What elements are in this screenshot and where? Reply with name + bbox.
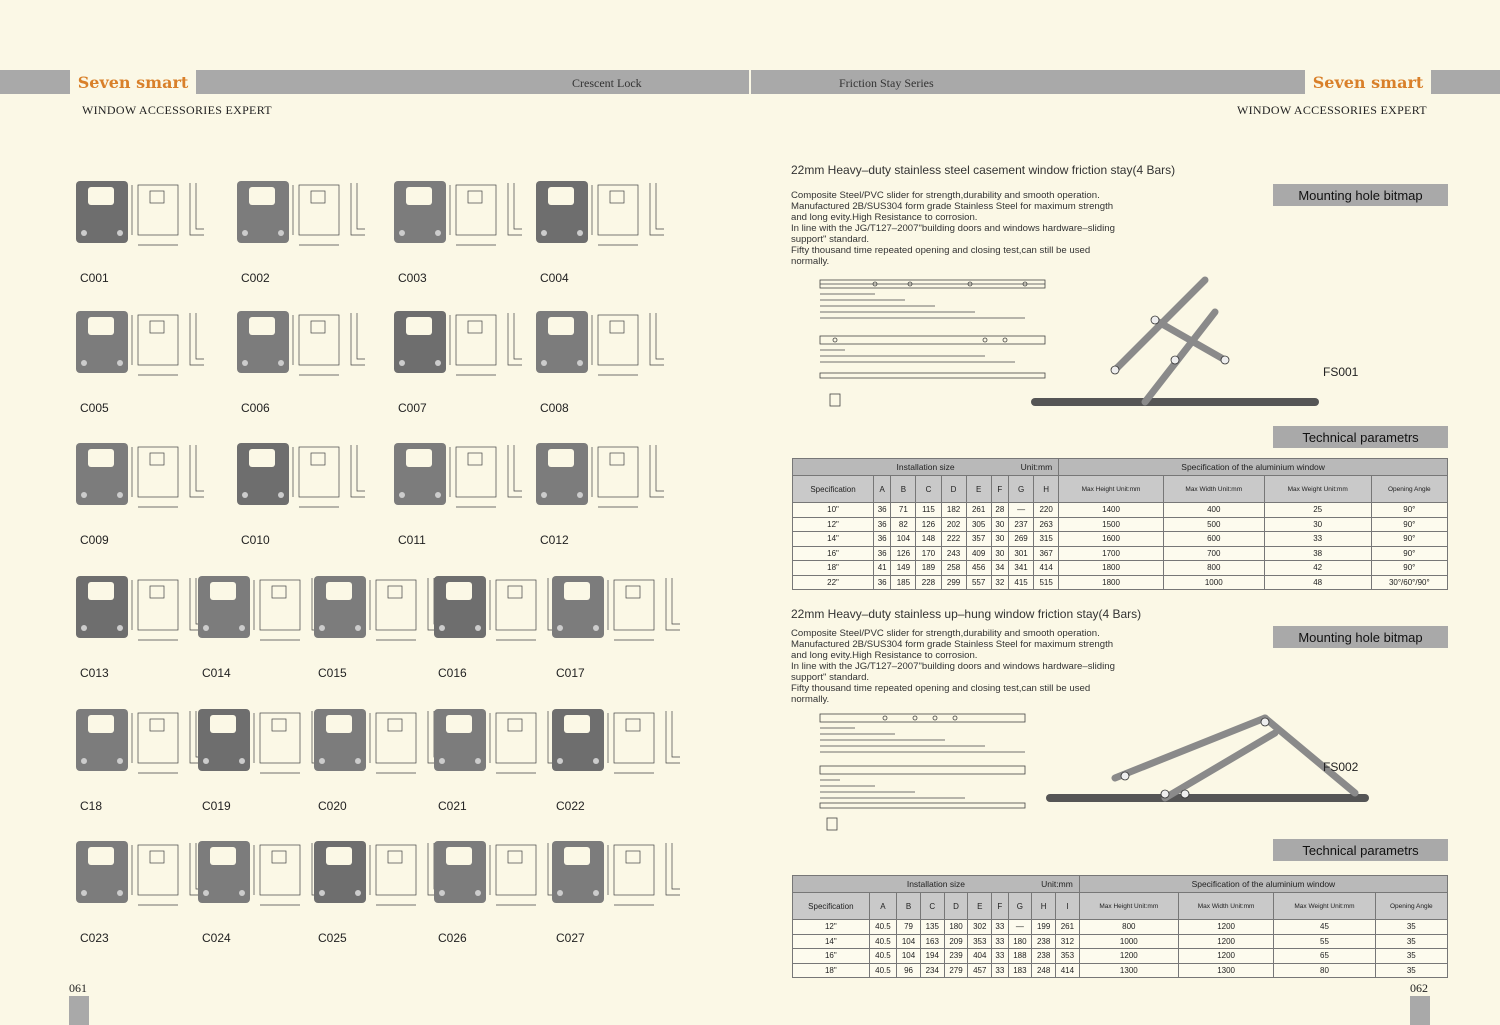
technical-drawing bbox=[608, 711, 680, 773]
table-cell: 305 bbox=[966, 517, 991, 532]
table-cell: 557 bbox=[966, 575, 991, 590]
column-header: B bbox=[891, 476, 916, 503]
table-cell: 302 bbox=[968, 920, 992, 935]
group-label: Installation size bbox=[906, 879, 965, 889]
table-cell: 315 bbox=[1034, 532, 1059, 547]
column-header: Opening Angle bbox=[1371, 476, 1447, 503]
table-cell: 238 bbox=[1032, 934, 1056, 949]
column-header: Max Height Unit:mm bbox=[1059, 476, 1164, 503]
table-cell: 202 bbox=[941, 517, 966, 532]
table-cell: 269 bbox=[1009, 532, 1034, 547]
table-cell: 1000 bbox=[1079, 934, 1178, 949]
table-cell: 182 bbox=[941, 503, 966, 518]
logo-right bbox=[1305, 68, 1431, 96]
table-cell: 55 bbox=[1274, 934, 1375, 949]
product-code: C016 bbox=[438, 666, 467, 680]
section-title: 22mm Heavy–duty stainless steel casement window friction stay(4 Bars) bbox=[791, 163, 1176, 177]
table-group-header bbox=[793, 459, 1059, 476]
table-cell: 36 bbox=[874, 532, 891, 547]
product-item bbox=[532, 437, 682, 547]
table-cell: 163 bbox=[920, 934, 944, 949]
table-cell: 700 bbox=[1163, 546, 1264, 561]
table-cell: 90° bbox=[1371, 517, 1447, 532]
table-cell: 32 bbox=[991, 575, 1008, 590]
group-label: Installation size bbox=[896, 462, 955, 472]
product-code: C023 bbox=[80, 931, 109, 945]
table-cell: 40.5 bbox=[869, 949, 896, 964]
table-cell: 248 bbox=[1032, 963, 1056, 978]
table-cell: 40.5 bbox=[869, 934, 896, 949]
table-cell: 456 bbox=[966, 561, 991, 576]
description-line: Fifty thousand time repeated opening and closing test,can still be used bbox=[791, 683, 1091, 694]
table-cell: 1800 bbox=[1059, 575, 1164, 590]
table-cell: 500 bbox=[1163, 517, 1264, 532]
product-code: C025 bbox=[318, 931, 347, 945]
technical-drawing bbox=[132, 313, 204, 375]
technical-drawing bbox=[293, 445, 365, 507]
table-cell: 404 bbox=[968, 949, 992, 964]
table-cell: 1000 bbox=[1163, 575, 1264, 590]
table-cell: 28 bbox=[991, 503, 1008, 518]
column-header: A bbox=[869, 893, 896, 920]
table-row bbox=[793, 517, 1448, 532]
product-item bbox=[532, 305, 682, 415]
table-cell: 42 bbox=[1264, 561, 1371, 576]
unit-label: Unit:mm bbox=[1041, 879, 1073, 889]
table-cell: 189 bbox=[916, 561, 941, 576]
table-cell: 45 bbox=[1274, 920, 1375, 935]
table-cell: 82 bbox=[891, 517, 916, 532]
table-cell: 341 bbox=[1009, 561, 1034, 576]
table-cell: 33 bbox=[992, 963, 1008, 978]
product-image bbox=[548, 703, 698, 788]
table-cell: 90° bbox=[1371, 532, 1447, 547]
table-group-header: Specification of the aluminium window bbox=[1059, 459, 1448, 476]
table-cell: 30 bbox=[1264, 517, 1371, 532]
description-line: and long evity.High Resistance to corrosion. bbox=[791, 650, 978, 661]
table-cell: 104 bbox=[897, 934, 921, 949]
column-header: D bbox=[941, 476, 966, 503]
product-code: C002 bbox=[241, 271, 270, 285]
technical-params-label: Technical parametrs bbox=[1273, 426, 1448, 448]
table-cell: 12" bbox=[793, 517, 874, 532]
column-header: H bbox=[1032, 893, 1056, 920]
technical-drawing bbox=[592, 313, 664, 375]
column-header: C bbox=[920, 893, 944, 920]
product-code: C003 bbox=[398, 271, 427, 285]
table-cell: 415 bbox=[1009, 575, 1034, 590]
product-image bbox=[72, 437, 222, 522]
product-code: C009 bbox=[80, 533, 109, 547]
table-cell: 263 bbox=[1034, 517, 1059, 532]
table-row bbox=[793, 934, 1448, 949]
table-cell: 35 bbox=[1375, 963, 1447, 978]
unit-label: Unit:mm bbox=[1020, 462, 1053, 472]
technical-drawing bbox=[450, 313, 522, 375]
table-cell: 135 bbox=[920, 920, 944, 935]
table-cell: 357 bbox=[966, 532, 991, 547]
technical-drawing bbox=[132, 183, 204, 245]
table-cell: 180 bbox=[944, 920, 968, 935]
tagline-right: WINDOW ACCESSORIES EXPERT bbox=[1237, 103, 1427, 117]
column-header: Max Weight Unit:mm bbox=[1264, 476, 1371, 503]
table-cell: 65 bbox=[1274, 949, 1375, 964]
product-code: FS002 bbox=[1323, 760, 1359, 774]
description-line: and long evity.High Resistance to corrosion. bbox=[791, 212, 978, 223]
description-line: normally. bbox=[791, 256, 830, 267]
product-code: C021 bbox=[438, 799, 467, 813]
table-cell: 22" bbox=[793, 575, 874, 590]
technical-drawing bbox=[450, 445, 522, 507]
table-cell: 79 bbox=[897, 920, 921, 935]
product-item bbox=[72, 437, 222, 547]
table-cell: 1200 bbox=[1178, 949, 1273, 964]
technical-drawing bbox=[132, 445, 204, 507]
table-cell: 1400 bbox=[1059, 503, 1164, 518]
product-image bbox=[532, 305, 682, 390]
column-header: Specification bbox=[793, 476, 874, 503]
mounting-hole-label: Mounting hole bitmap bbox=[1273, 626, 1448, 648]
column-header: Specification bbox=[793, 893, 870, 920]
table-cell: 36 bbox=[874, 503, 891, 518]
column-header: F bbox=[992, 893, 1008, 920]
page-tab-left bbox=[69, 996, 89, 1025]
column-header: A bbox=[874, 476, 891, 503]
table-row bbox=[793, 546, 1448, 561]
table-cell: 16" bbox=[793, 546, 874, 561]
section-title: 22mm Heavy–duty stainless up–hung window friction stay(4 Bars) bbox=[791, 607, 1142, 621]
table-cell: 16" bbox=[793, 949, 870, 964]
table-cell: 457 bbox=[968, 963, 992, 978]
table-cell: 149 bbox=[891, 561, 916, 576]
product-code: C020 bbox=[318, 799, 347, 813]
product-code: C017 bbox=[556, 666, 585, 680]
table-row bbox=[793, 575, 1448, 590]
product-item bbox=[233, 175, 383, 285]
product-code: C024 bbox=[202, 931, 231, 945]
product-code: C019 bbox=[202, 799, 231, 813]
table-cell: 261 bbox=[1056, 920, 1080, 935]
product-image bbox=[233, 437, 383, 522]
table-cell: 104 bbox=[891, 532, 916, 547]
column-header: C bbox=[916, 476, 941, 503]
table-cell: 96 bbox=[897, 963, 921, 978]
column-header: Opening Angle bbox=[1375, 893, 1447, 920]
product-item bbox=[72, 175, 222, 285]
table-cell: 299 bbox=[941, 575, 966, 590]
logo-text: Seven smart bbox=[77, 72, 189, 92]
column-header: E bbox=[968, 893, 992, 920]
table-cell: 220 bbox=[1034, 503, 1059, 518]
table-row bbox=[793, 532, 1448, 547]
table-cell: 34 bbox=[991, 561, 1008, 576]
table-cell: 14" bbox=[793, 934, 870, 949]
table-cell: 80 bbox=[1274, 963, 1375, 978]
product-image bbox=[233, 305, 383, 390]
table-cell: 71 bbox=[891, 503, 916, 518]
table-cell: 36 bbox=[874, 546, 891, 561]
description-line: Manufactured 2B/SUS304 form grade Stainless Steel for maximum strength bbox=[791, 639, 1114, 650]
technical-drawing bbox=[592, 183, 664, 245]
table-cell: 1200 bbox=[1178, 920, 1273, 935]
table-cell: 353 bbox=[968, 934, 992, 949]
product-item bbox=[233, 305, 383, 415]
table-cell: 353 bbox=[1056, 949, 1080, 964]
table-cell: 600 bbox=[1163, 532, 1264, 547]
product-code: C006 bbox=[241, 401, 270, 415]
table-cell: 35 bbox=[1375, 920, 1447, 935]
product-image bbox=[390, 437, 540, 522]
table-cell: 30 bbox=[991, 517, 1008, 532]
table-cell: 414 bbox=[1034, 561, 1059, 576]
product-code: C008 bbox=[540, 401, 569, 415]
technical-params-label: Technical parametrs bbox=[1273, 839, 1448, 861]
table-cell: 33 bbox=[992, 949, 1008, 964]
product-code: C012 bbox=[540, 533, 569, 547]
table-cell: 312 bbox=[1056, 934, 1080, 949]
column-header: H bbox=[1034, 476, 1059, 503]
table-row bbox=[793, 920, 1448, 935]
description-line: normally. bbox=[791, 694, 830, 705]
table-cell: 209 bbox=[944, 934, 968, 949]
product-item bbox=[390, 437, 540, 547]
table-cell: 180 bbox=[1008, 934, 1032, 949]
table-row bbox=[793, 949, 1448, 964]
tagline-left: WINDOW ACCESSORIES EXPERT bbox=[82, 103, 272, 117]
table-cell: 30 bbox=[991, 546, 1008, 561]
table-cell: 1500 bbox=[1059, 517, 1164, 532]
technical-drawing bbox=[293, 183, 365, 245]
column-header: Max Width Unit:mm bbox=[1178, 893, 1273, 920]
product-image bbox=[72, 175, 222, 260]
table-cell: 36 bbox=[874, 575, 891, 590]
description-line: In line with the JG/T127–2007"building doors and windows hardware–sliding bbox=[791, 661, 1115, 672]
page-number-right: 062 bbox=[1410, 981, 1428, 995]
table-cell: 400 bbox=[1163, 503, 1264, 518]
technical-drawing bbox=[293, 313, 365, 375]
product-item bbox=[233, 437, 383, 547]
product-code: C011 bbox=[398, 533, 426, 547]
table-cell: 261 bbox=[966, 503, 991, 518]
table-group-header: Specification of the aluminium window bbox=[1079, 876, 1447, 893]
table-cell: 104 bbox=[897, 949, 921, 964]
product-code: C013 bbox=[80, 666, 109, 680]
product-image bbox=[532, 437, 682, 522]
column-header: F bbox=[991, 476, 1008, 503]
table-cell: — bbox=[1009, 503, 1034, 518]
product-item bbox=[548, 703, 698, 813]
table-cell: 1200 bbox=[1079, 949, 1178, 964]
product-item bbox=[390, 305, 540, 415]
table-cell: 239 bbox=[944, 949, 968, 964]
section-description bbox=[791, 190, 1171, 267]
table-cell: 33 bbox=[1264, 532, 1371, 547]
table-cell: 170 bbox=[916, 546, 941, 561]
table-cell: 1700 bbox=[1059, 546, 1164, 561]
column-header: Max Width Unit:mm bbox=[1163, 476, 1264, 503]
logo-left bbox=[70, 68, 196, 96]
product-image bbox=[532, 175, 682, 260]
product-item bbox=[548, 835, 698, 945]
description-line: Composite Steel/PVC slider for strength,durability and smooth operation. bbox=[791, 628, 1100, 639]
description-line: Fifty thousand time repeated opening and closing test,can still be used bbox=[791, 245, 1091, 256]
table-cell: 10" bbox=[793, 503, 874, 518]
fs001-drawing bbox=[815, 272, 1335, 417]
fs002-drawing bbox=[815, 708, 1375, 836]
page-number-left: 061 bbox=[69, 981, 87, 995]
table-cell: 90° bbox=[1371, 503, 1447, 518]
description-line: Composite Steel/PVC slider for strength,durability and smooth operation. bbox=[791, 190, 1100, 201]
table-row bbox=[793, 561, 1448, 576]
table-cell: 183 bbox=[1008, 963, 1032, 978]
table-cell: 409 bbox=[966, 546, 991, 561]
product-code: C004 bbox=[540, 271, 569, 285]
table-cell: 228 bbox=[916, 575, 941, 590]
description-line: support" standard. bbox=[791, 234, 870, 245]
table-cell: 38 bbox=[1264, 546, 1371, 561]
table-cell: 12" bbox=[793, 920, 870, 935]
product-code: C014 bbox=[202, 666, 231, 680]
technical-drawing bbox=[608, 843, 680, 905]
table-cell: 1600 bbox=[1059, 532, 1164, 547]
table-cell: 35 bbox=[1375, 934, 1447, 949]
product-code: C010 bbox=[241, 533, 270, 547]
table-cell: 1300 bbox=[1178, 963, 1273, 978]
table-cell: 222 bbox=[941, 532, 966, 547]
column-header: Max Height Unit:mm bbox=[1079, 893, 1178, 920]
table-cell: 238 bbox=[1032, 949, 1056, 964]
table-cell: 1800 bbox=[1059, 561, 1164, 576]
product-code: C015 bbox=[318, 666, 347, 680]
table-cell: 199 bbox=[1032, 920, 1056, 935]
product-image bbox=[72, 305, 222, 390]
spec-table-fs002 bbox=[792, 875, 1448, 978]
technical-drawing bbox=[608, 578, 680, 640]
table-cell: 194 bbox=[920, 949, 944, 964]
table-cell: 90° bbox=[1371, 546, 1447, 561]
table-cell: 237 bbox=[1009, 517, 1034, 532]
product-code: C026 bbox=[438, 931, 467, 945]
product-code: C18 bbox=[80, 799, 103, 813]
column-header: G bbox=[1009, 476, 1034, 503]
column-header: B bbox=[897, 893, 921, 920]
table-group-header bbox=[793, 876, 1080, 893]
product-item bbox=[532, 175, 682, 285]
technical-drawing bbox=[450, 183, 522, 245]
description-line: support" standard. bbox=[791, 672, 870, 683]
table-cell: 234 bbox=[920, 963, 944, 978]
technical-drawing bbox=[592, 445, 664, 507]
table-cell: 367 bbox=[1034, 546, 1059, 561]
logo-text: Seven smart bbox=[1312, 72, 1424, 92]
table-cell: 185 bbox=[891, 575, 916, 590]
table-cell: 14" bbox=[793, 532, 874, 547]
column-header: E bbox=[966, 476, 991, 503]
category-left: Crescent Lock bbox=[572, 76, 642, 90]
column-header: I bbox=[1056, 893, 1080, 920]
table-cell: 301 bbox=[1009, 546, 1034, 561]
product-code: C027 bbox=[556, 931, 585, 945]
product-item bbox=[390, 175, 540, 285]
category-right: Friction Stay Series bbox=[839, 76, 934, 90]
table-cell: 515 bbox=[1034, 575, 1059, 590]
product-image bbox=[548, 835, 698, 920]
spec-table-fs001 bbox=[792, 458, 1448, 590]
table-cell: 126 bbox=[916, 517, 941, 532]
table-cell: 40.5 bbox=[869, 963, 896, 978]
table-cell: 40.5 bbox=[869, 920, 896, 935]
table-cell: 148 bbox=[916, 532, 941, 547]
table-cell: 414 bbox=[1056, 963, 1080, 978]
table-cell: 800 bbox=[1079, 920, 1178, 935]
column-header: Max Weight Unit:mm bbox=[1274, 893, 1375, 920]
product-image bbox=[390, 175, 540, 260]
page-tab-right bbox=[1410, 996, 1430, 1025]
table-cell: 279 bbox=[944, 963, 968, 978]
product-image bbox=[233, 175, 383, 260]
table-row bbox=[793, 963, 1448, 978]
column-header: D bbox=[944, 893, 968, 920]
table-cell: 48 bbox=[1264, 575, 1371, 590]
table-cell: 258 bbox=[941, 561, 966, 576]
table-cell: 90° bbox=[1371, 561, 1447, 576]
table-row bbox=[793, 503, 1448, 518]
table-cell: 41 bbox=[874, 561, 891, 576]
mounting-hole-label: Mounting hole bitmap bbox=[1273, 184, 1448, 206]
table-cell: 36 bbox=[874, 517, 891, 532]
product-code: C007 bbox=[398, 401, 427, 415]
table-cell: 18" bbox=[793, 963, 870, 978]
table-cell: 25 bbox=[1264, 503, 1371, 518]
description-line: Manufactured 2B/SUS304 form grade Stainless Steel for maximum strength bbox=[791, 201, 1114, 212]
column-header: G bbox=[1008, 893, 1032, 920]
section-description bbox=[791, 628, 1171, 705]
table-cell: 115 bbox=[916, 503, 941, 518]
product-code: C022 bbox=[556, 799, 585, 813]
product-image bbox=[548, 570, 698, 655]
product-code: C001 bbox=[80, 271, 109, 285]
table-cell: 126 bbox=[891, 546, 916, 561]
table-cell: 33 bbox=[992, 934, 1008, 949]
table-cell: 30°/60°/90° bbox=[1371, 575, 1447, 590]
table-cell: 800 bbox=[1163, 561, 1264, 576]
table-cell: 1200 bbox=[1178, 934, 1273, 949]
product-code: C005 bbox=[80, 401, 109, 415]
table-cell: 1300 bbox=[1079, 963, 1178, 978]
table-cell: 18" bbox=[793, 561, 874, 576]
product-item bbox=[548, 570, 698, 680]
product-image bbox=[390, 305, 540, 390]
table-cell: — bbox=[1008, 920, 1032, 935]
table-cell: 35 bbox=[1375, 949, 1447, 964]
table-cell: 243 bbox=[941, 546, 966, 561]
product-item bbox=[72, 305, 222, 415]
product-code: FS001 bbox=[1323, 365, 1359, 379]
table-cell: 188 bbox=[1008, 949, 1032, 964]
description-line: In line with the JG/T127–2007"building doors and windows hardware–sliding bbox=[791, 223, 1115, 234]
table-cell: 33 bbox=[992, 920, 1008, 935]
table-cell: 30 bbox=[991, 532, 1008, 547]
